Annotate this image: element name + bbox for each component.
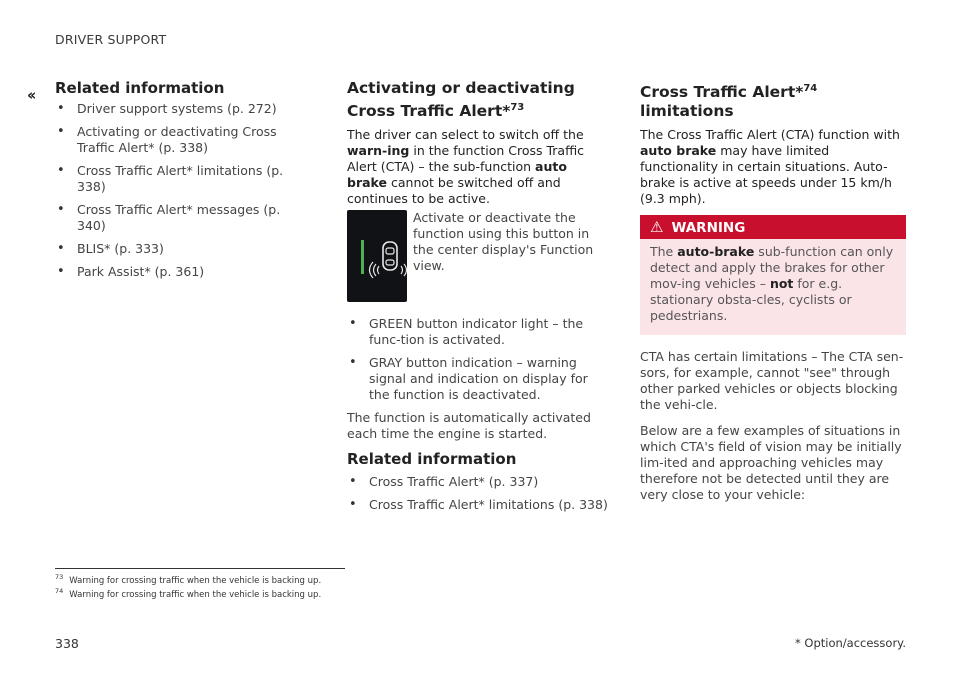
warning-header: ⚠ WARNING	[640, 215, 906, 239]
warning-text: The auto-brake sub-function can only detect and apply the brakes for other mov-ing vehicles – not for e.g. stationary obsta-cles, cyclists or pedestrians.	[650, 244, 894, 323]
column-limitations	[640, 79, 906, 503]
related-info-heading: Related information	[55, 79, 225, 97]
page-number: 338	[55, 636, 79, 651]
auto-activation-note: The function is automatically activated each time the engine is started.	[347, 410, 591, 441]
column-related-info	[55, 79, 310, 287]
warning-box	[640, 215, 906, 335]
limitations-paragraph: CTA has certain limitations – The CTA sen-sors, for example, cannot "see" through other parked vehicles or objects blocking the vehi-cle.	[640, 349, 904, 412]
related-links-list	[55, 101, 310, 280]
related-link[interactable]: • Cross Traffic Alert* limitations (p. 338)	[347, 497, 609, 513]
cross-traffic-alert-button-icon	[347, 210, 407, 302]
back-chevron-icon[interactable]: ‹‹	[27, 86, 34, 104]
intro-paragraph: The Cross Traffic Alert (CTA) function with auto brake may have limited functionality in certain situations. Auto-brake is active at speeds under 15 km/h (9.3 mph).	[640, 127, 900, 206]
indicator-item: • GRAY button indication – warning signal and indication on display for the function is deactivated.	[347, 355, 609, 403]
footnotes	[55, 568, 345, 600]
image-caption: Activate or deactivate the function using this button in the center display's Function view.	[413, 210, 594, 273]
indicator-item: • GREEN button indicator light – the func-tion is activated.	[347, 316, 609, 348]
warning-triangle-icon: ⚠	[650, 218, 664, 236]
footnote: $^{73}$ Warning for crossing traffic when the vehicle is backing up.	[55, 573, 322, 586]
related-link[interactable]: • Park Assist* (p. 361)	[55, 264, 310, 280]
related-link[interactable]: • Activating or deactivating Cross Traffic Alert* (p. 338)	[55, 124, 310, 156]
related-link[interactable]: • Cross Traffic Alert* (p. 337)	[347, 474, 609, 490]
running-header: DRIVER SUPPORT	[55, 32, 167, 47]
footnote-ref[interactable]: 73	[510, 102, 525, 113]
examples-paragraph: Below are a few examples of situations in which CTA's field of vision may be initially lim-ited and approaching vehicles may therefore not be detected until they are very close to your vehicle:	[640, 423, 902, 502]
section-heading-activating: Activating or deactivating Cross Traffic Alert*$^{73}$	[347, 79, 575, 120]
related-link[interactable]: • Cross Traffic Alert* messages (p. 340)	[55, 202, 310, 234]
button-illustration-block	[347, 210, 609, 310]
indicator-list	[347, 316, 609, 403]
intro-paragraph: The driver can select to switch off the warn-ing in the function Cross Traffic Alert (CTA) – the sub-function auto brake cannot be switched off and continues to be active.	[347, 127, 585, 206]
column-activating	[347, 79, 609, 520]
option-accessory-note: * Option/accessory.	[795, 636, 906, 650]
footnote: $^{74}$ Warning for crossing traffic when the vehicle is backing up.	[55, 586, 322, 600]
related-link[interactable]: • Cross Traffic Alert* limitations (p. 338)	[55, 163, 310, 195]
related-link[interactable]: • BLIS* (p. 333)	[55, 241, 310, 257]
related-links-list	[347, 474, 609, 513]
related-info-heading: Related information	[347, 450, 517, 468]
footnote-ref[interactable]: 74	[803, 83, 818, 94]
section-heading-limitations: Cross Traffic Alert*$^{74}$ limitations	[640, 83, 818, 120]
related-link[interactable]: • Driver support systems (p. 272)	[55, 101, 310, 117]
